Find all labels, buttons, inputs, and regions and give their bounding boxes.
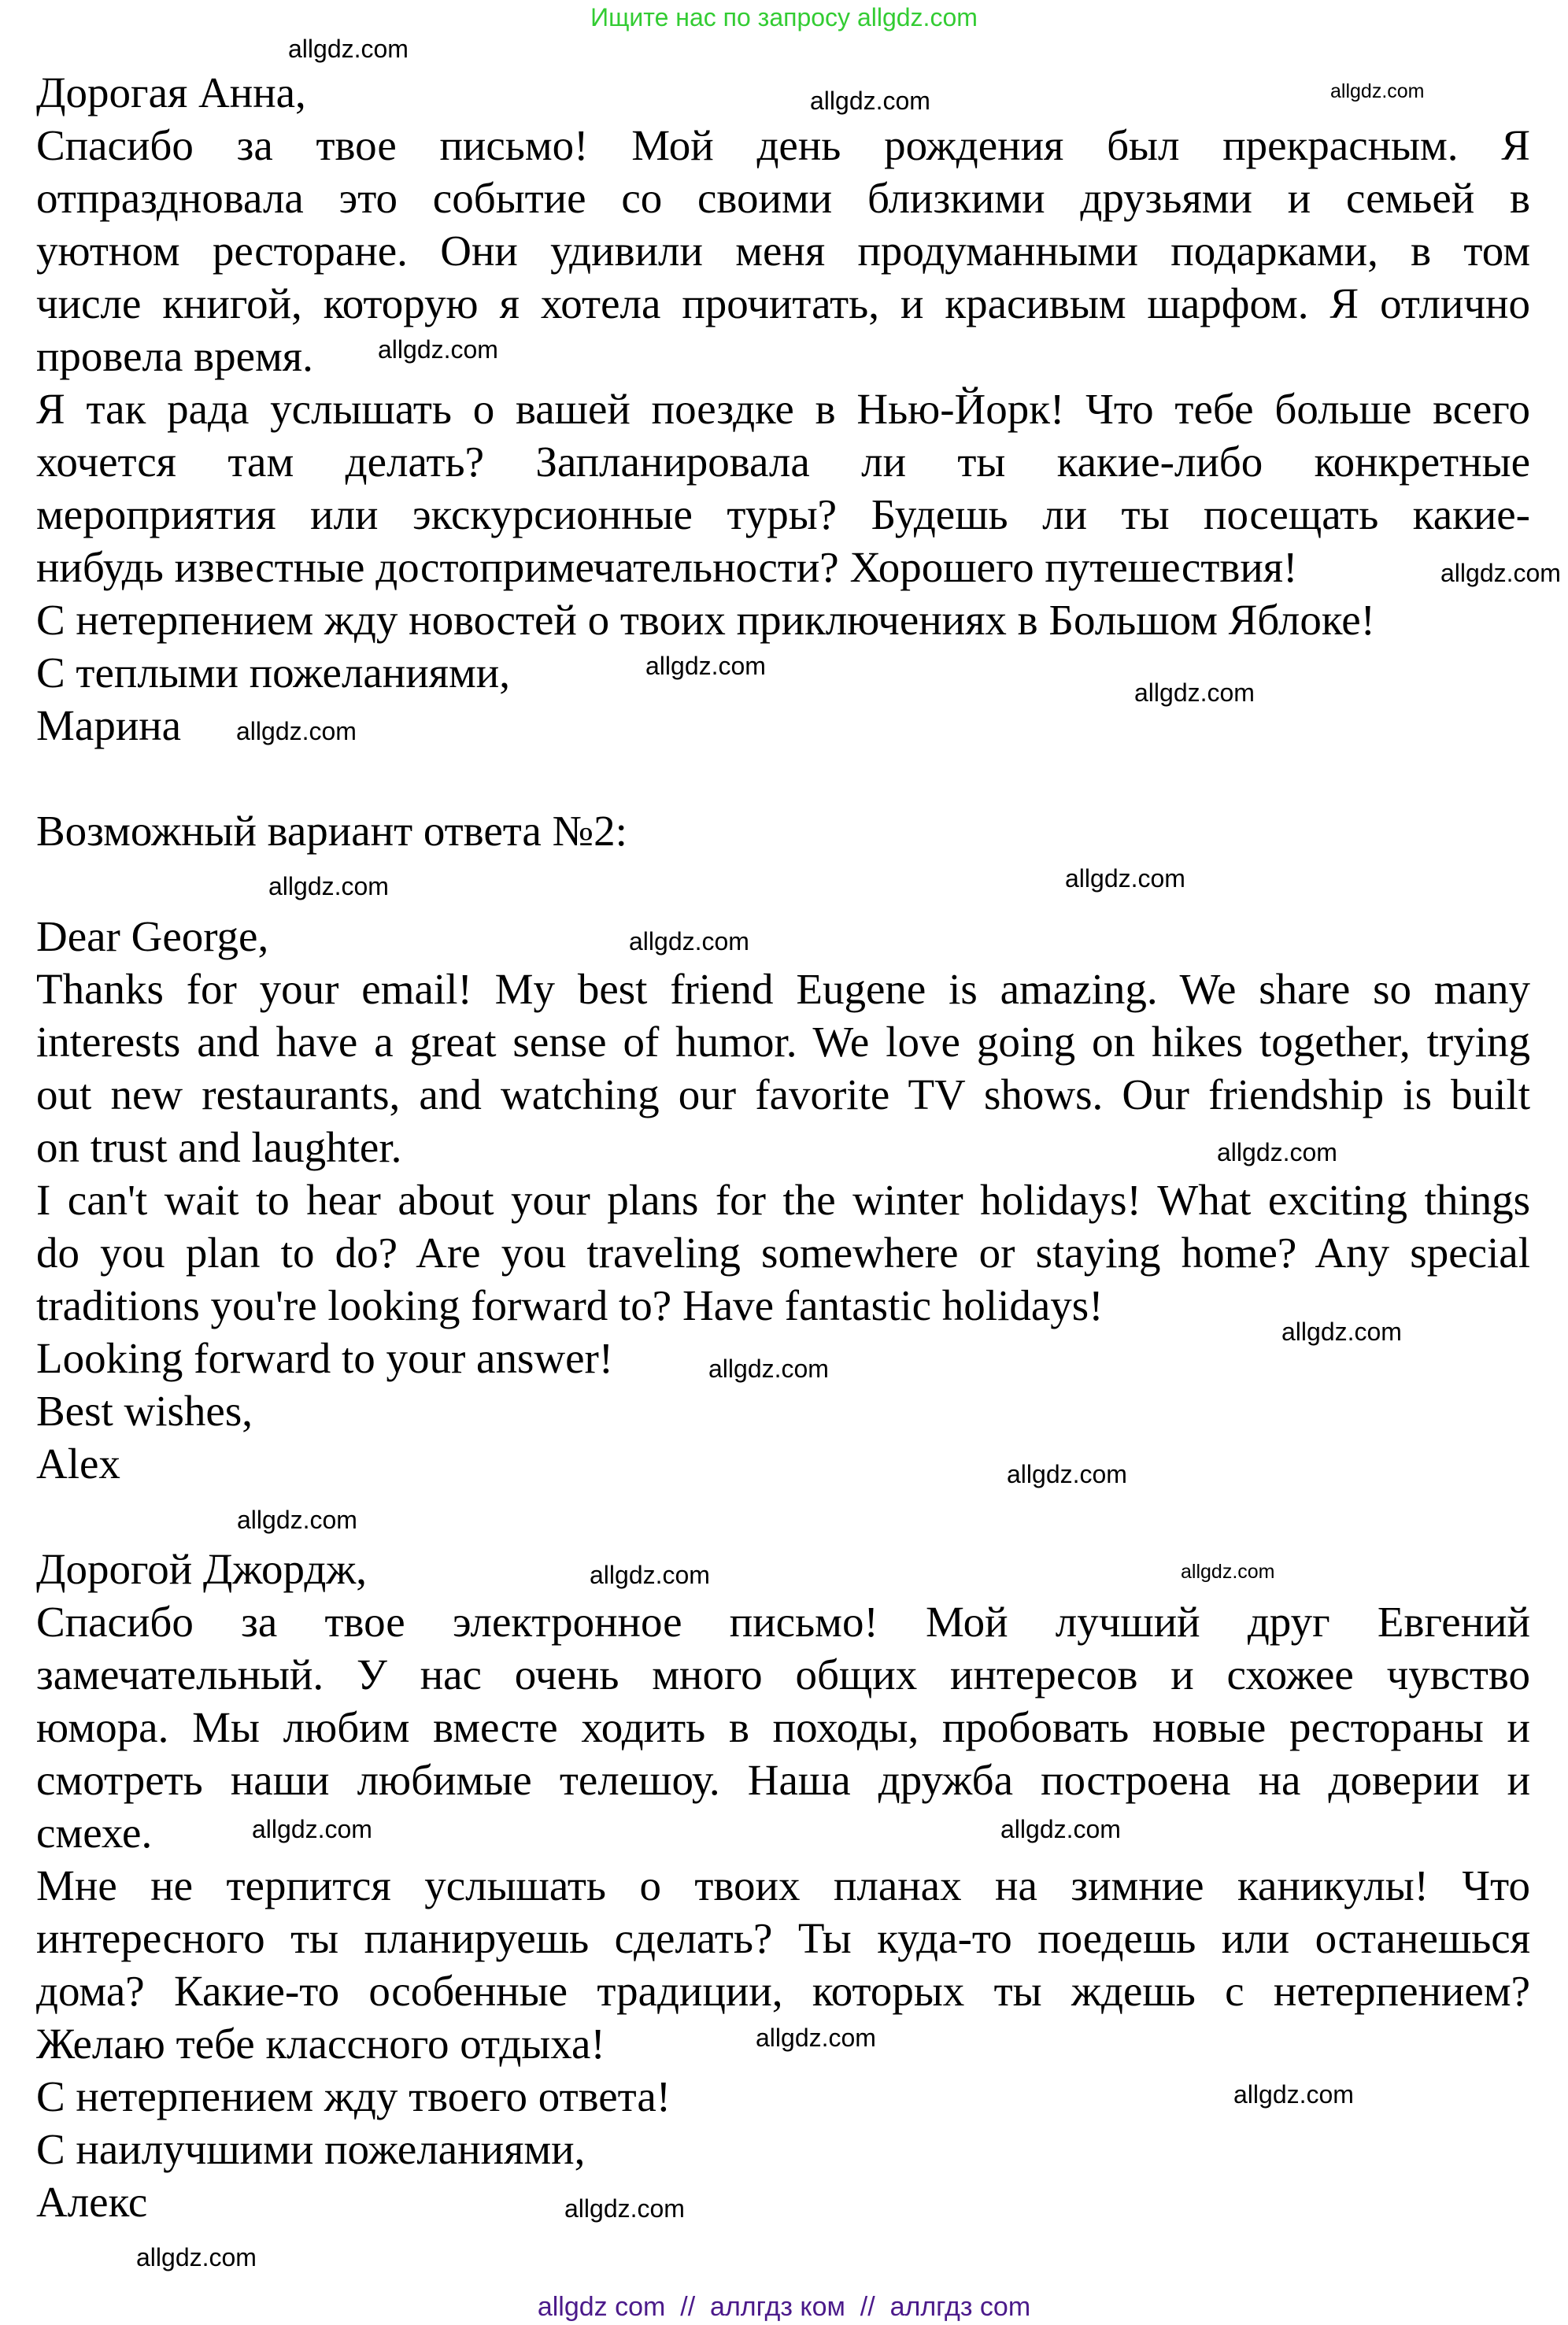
watermark: allgdz.com xyxy=(237,1506,357,1534)
watermark: allgdz.com xyxy=(288,35,409,63)
watermark: allgdz.com xyxy=(236,717,357,745)
watermark: allgdz.com xyxy=(1330,80,1425,102)
text-line: С нетерпением жду новостей о твоих приключениях в Большом Яблоке! xyxy=(36,596,1375,644)
text-line: Мне не терпится услышать о твоих планах на зимние каникулы! Что xyxy=(36,1861,1530,1909)
watermark: allgdz.com xyxy=(1000,1815,1121,1843)
text-line: interests and have a great sense of humor. We love going on hikes together, trying xyxy=(36,1018,1530,1066)
text-line: смехе. xyxy=(36,1809,153,1857)
watermark: allgdz.com xyxy=(1007,1460,1127,1488)
watermark: allgdz.com xyxy=(708,1355,829,1383)
watermark: allgdz.com xyxy=(1181,1561,1275,1583)
watermark: allgdz.com xyxy=(1217,1138,1337,1166)
watermark: allgdz.com xyxy=(629,927,749,956)
text-line: интересного ты планируешь сделать? Ты куда-то поедешь или останешься xyxy=(36,1914,1530,1962)
text-line: замечательный. У нас очень много общих интересов и схожее чувство xyxy=(36,1650,1530,1698)
text-line: Alex xyxy=(36,1440,120,1488)
text-line: С нетерпением жду твоего ответа! xyxy=(36,2072,671,2120)
watermark: allgdz.com xyxy=(136,2243,257,2271)
text-line: Марина xyxy=(36,701,182,749)
text-line: Дорогой Джордж, xyxy=(36,1545,368,1593)
text-line: on trust and laughter. xyxy=(36,1123,402,1171)
text-line: Возможный вариант ответа №2: xyxy=(36,807,627,855)
text-line: дома? Какие-то особенные традиции, которых ты ждешь с нетерпением? xyxy=(36,1967,1530,2015)
watermark: allgdz.com xyxy=(590,1561,710,1589)
text-line: I can't wait to hear about your plans for the winter holidays! What exciting things xyxy=(36,1176,1530,1224)
text-line: отпраздновала это событие со своими близкими друзьями и семьей в xyxy=(36,174,1530,222)
watermark: allgdz.com xyxy=(268,872,389,900)
footer-banner[interactable]: allgdz com // аллгдз ком // аллгдз com xyxy=(537,2292,1031,2322)
watermark: allgdz.com xyxy=(252,1815,372,1843)
text-line: числе книгой, которую я хотела прочитать, и красивым шарфом. Я отлично xyxy=(36,279,1530,327)
text-line: провела время. xyxy=(36,332,313,380)
watermark: allgdz.com xyxy=(1281,1318,1402,1346)
watermark: allgdz.com xyxy=(1233,2080,1354,2109)
text-line: Спасибо за твое электронное письмо! Мой лучший друг Евгений xyxy=(36,1598,1530,1646)
watermark: allgdz.com xyxy=(564,2194,685,2223)
text-line: С наилучшими пожеланиями, xyxy=(36,2125,586,2173)
text-line: нибудь известные достопримечательности? Хорошего путешествия! xyxy=(36,543,1298,591)
text-line: Алекс xyxy=(36,2178,148,2226)
text-line: do you plan to do? Are you traveling somewhere or staying home? Any special xyxy=(36,1229,1530,1277)
text-line: Дорогая Анна, xyxy=(36,68,306,116)
text-line: traditions you're looking forward to? Have fantastic holidays! xyxy=(36,1281,1104,1329)
header-banner[interactable]: Ищите нас по запросу allgdz.com xyxy=(590,3,978,31)
text-line: хочется там делать? Запланировала ли ты какие-либо конкретные xyxy=(36,438,1530,486)
watermark: allgdz.com xyxy=(1440,559,1561,587)
text-line: Я так рада услышать о вашей поездке в Нью-Йорк! Что тебе больше всего xyxy=(36,385,1530,433)
text-line: Best wishes, xyxy=(36,1387,253,1435)
text-line: смотреть наши любимые телешоу. Наша дружба построена на доверии и xyxy=(36,1756,1530,1804)
text-line: мероприятия или экскурсионные туры? Будешь ли ты посещать какие- xyxy=(36,490,1530,538)
text-line: Желаю тебе классного отдыха! xyxy=(36,2020,605,2068)
watermark: allgdz.com xyxy=(756,2024,876,2052)
watermark: allgdz.com xyxy=(645,652,766,680)
text-line: Looking forward to your answer! xyxy=(36,1334,614,1382)
text-line: С теплыми пожеланиями, xyxy=(36,649,510,697)
text-line: юмора. Мы любим вместе ходить в походы, пробовать новые рестораны и xyxy=(36,1703,1530,1751)
text-line: уютном ресторане. Они удивили меня продуманными подарками, в том xyxy=(36,227,1530,275)
text-line: out new restaurants, and watching our favorite TV shows. Our friendship is built xyxy=(36,1070,1530,1118)
watermark: allgdz.com xyxy=(378,335,498,364)
watermark: allgdz.com xyxy=(1134,678,1255,707)
text-line: Thanks for your email! My best friend Eugene is amazing. We share so many xyxy=(36,965,1530,1013)
watermark: allgdz.com xyxy=(810,87,930,115)
watermark: allgdz.com xyxy=(1065,864,1185,893)
text-line: Dear George, xyxy=(36,912,269,960)
text-line: Спасибо за твое письмо! Мой день рождения был прекрасным. Я xyxy=(36,121,1530,169)
